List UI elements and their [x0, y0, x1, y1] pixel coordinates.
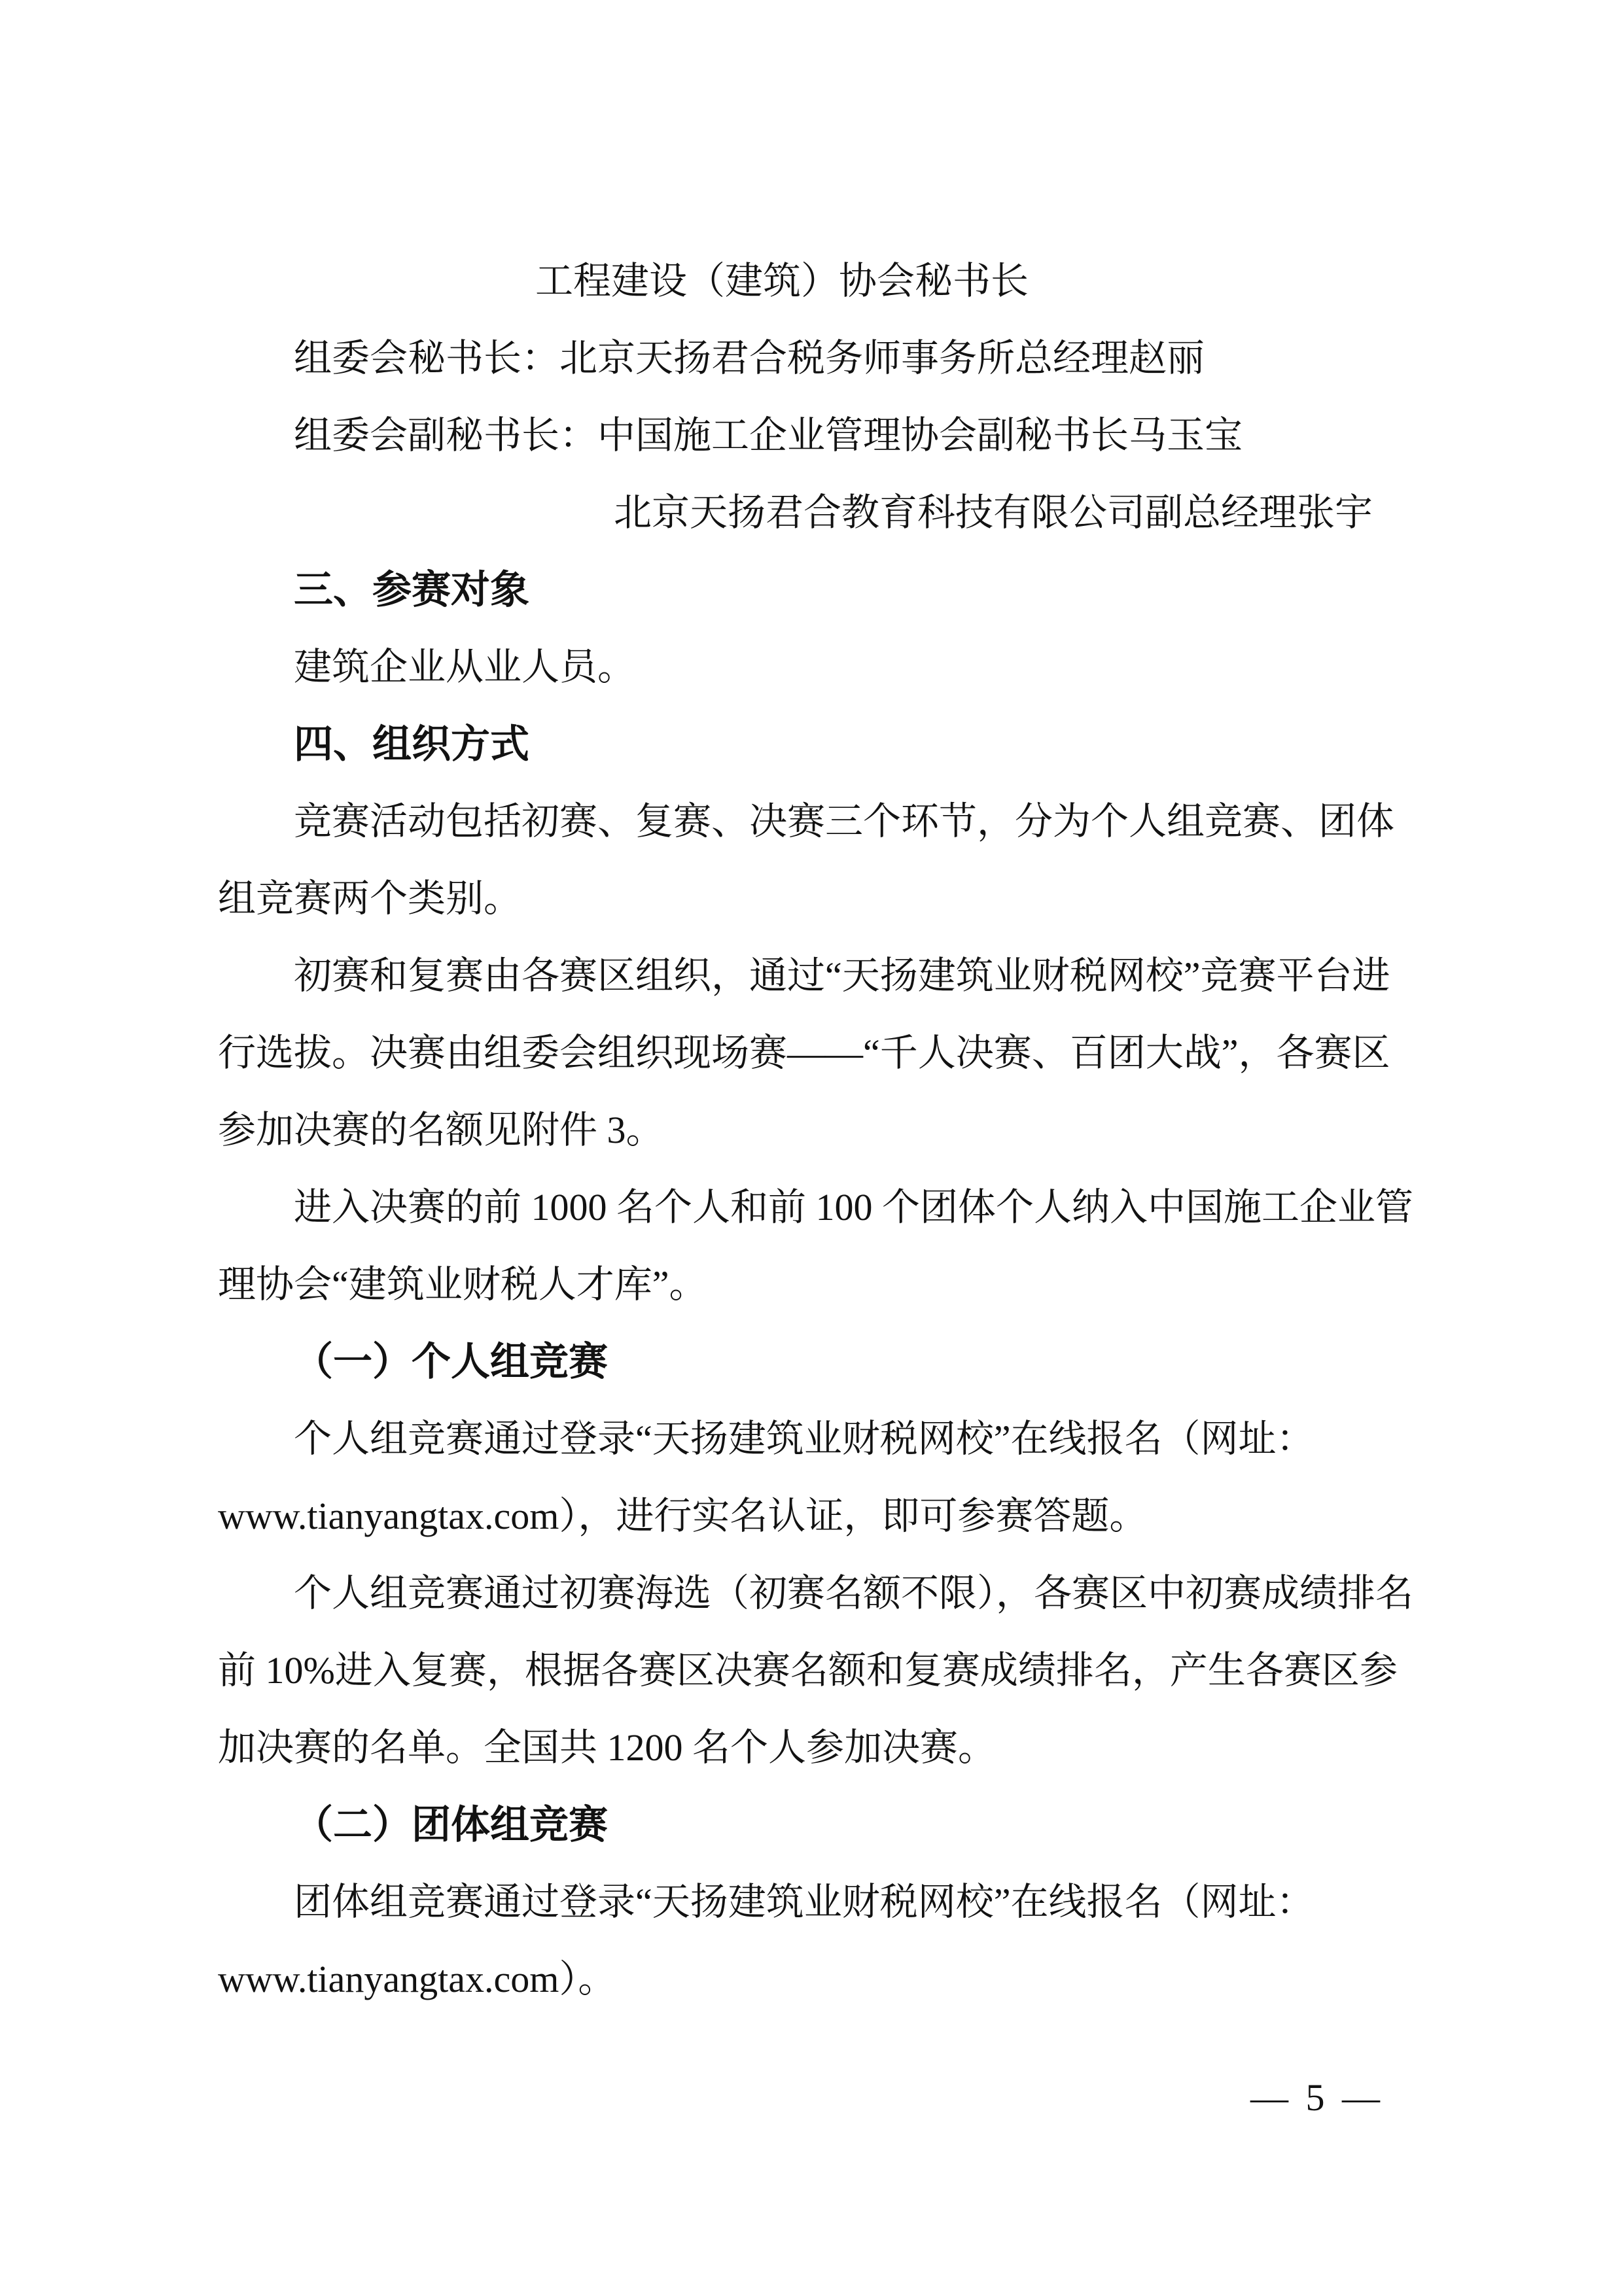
section-heading-4-organization: 四、组织方式 [294, 722, 529, 766]
text-line-deputy-secretary-continued: 北京天扬君合教育科技有限公司副总经理张宇 [614, 491, 1373, 534]
text-line-org-para1-l2: 组竞赛两个类别。 [218, 877, 522, 920]
page-number: — 5 — [1250, 2076, 1384, 2119]
text-line-org-para3-l2: 理协会“建筑业财税人才库”。 [218, 1263, 707, 1306]
text-line-participants-body: 建筑企业从业人员。 [294, 646, 636, 688]
text-line-org-para2-l1: 初赛和复赛由各赛区组织，通过“天扬建筑业财税网校”竞赛平台进 [294, 954, 1390, 997]
text-line-org-para1-l1: 竞赛活动包括初赛、复赛、决赛三个环节，分为个人组竞赛、团体 [294, 800, 1395, 843]
text-line-individual-para2-l2: 前 10%进入复赛，根据各赛区决赛名额和复赛成绩排名，产生各赛区参 [218, 1649, 1398, 1692]
text-line-org-para2-l2: 行选拔。决赛由组委会组织现场赛——“千人决赛、百团大战”，各赛区 [218, 1032, 1390, 1074]
text-line-committee-deputy-secretary: 组委会副秘书长：中国施工企业管理协会副秘书长马玉宝 [294, 414, 1243, 457]
document-content [218, 243, 1412, 2018]
text-line-committee-secretary: 组委会秘书长：北京天扬君合税务师事务所总经理赵丽 [294, 337, 1205, 379]
subsection-heading-individual-competition: （一）个人组竞赛 [294, 1339, 608, 1385]
text-line-individual-para1-l2-url: www.tianyangtax.com），进行实名认证，即可参赛答题。 [218, 1495, 1148, 1537]
text-line-individual-para1-l1: 个人组竞赛通过登录“天扬建筑业财税网校”在线报名（网址： [294, 1418, 1315, 1460]
text-line-team-para1-l1: 团体组竞赛通过登录“天扬建筑业财税网校”在线报名（网址： [294, 1881, 1315, 1923]
text-line-org-para3-l1: 进入决赛的前 1000 名个人和前 100 个团体个人纳入中国施工企业管 [294, 1186, 1414, 1228]
text-line-individual-para2-l3: 加决赛的名单。全国共 1200 名个人参加决赛。 [218, 1726, 997, 1769]
text-line-individual-para2-l1: 个人组竞赛通过初赛海选（初赛名额不限），各赛区中初赛成绩排名 [294, 1572, 1414, 1614]
text-line-org-para2-l3: 参加决赛的名额见附件 3。 [218, 1109, 664, 1151]
text-line-team-para1-l2-url: www.tianyangtax.com）。 [218, 1958, 616, 2000]
subsection-heading-team-competition: （二）团体组竞赛 [294, 1802, 608, 1848]
text-line-association-secretary: 工程建设（建筑）协会秘书长 [535, 260, 1029, 302]
section-heading-3-participants: 三、参赛对象 [294, 568, 529, 612]
